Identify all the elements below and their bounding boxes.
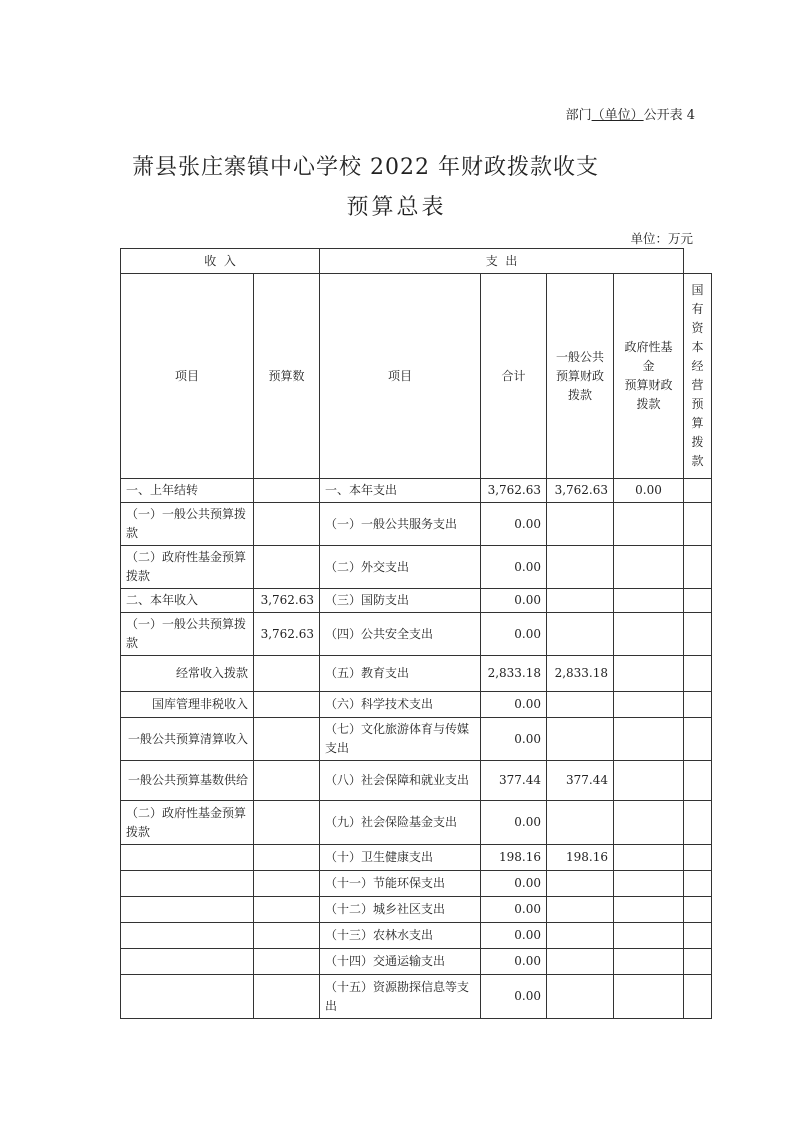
income-value-cell: 3,762.63 — [254, 613, 320, 656]
table-row — [121, 923, 712, 949]
total-cell: 0.00 — [481, 613, 547, 656]
general-budget-cell — [547, 801, 614, 845]
table-row — [121, 975, 712, 1019]
total-cell: 198.16 — [481, 845, 547, 871]
state-capital-cell — [684, 503, 712, 546]
col-fund-budget: 政府性基金 预算财政 拨款 — [614, 274, 684, 479]
state-capital-cell — [684, 801, 712, 845]
income-item-cell: （一）一般公共预算拨款 — [121, 613, 254, 656]
total-cell: 0.00 — [481, 801, 547, 845]
expense-item-cell: （八）社会保障和就业支出 — [320, 761, 481, 801]
total-cell: 0.00 — [481, 718, 547, 761]
fund-budget-cell — [614, 761, 684, 801]
doc-number-unit: （单位） — [591, 108, 644, 123]
budget-table — [120, 248, 712, 1019]
state-capital-cell — [684, 845, 712, 871]
table-row — [121, 897, 712, 923]
total-cell: 0.00 — [481, 692, 547, 718]
state-capital-cell — [684, 613, 712, 656]
expense-item-cell: （四）公共安全支出 — [320, 613, 481, 656]
table-row — [121, 613, 712, 656]
fund-budget-cell — [614, 897, 684, 923]
general-budget-cell — [547, 975, 614, 1019]
general-budget-cell — [547, 589, 614, 613]
income-item-cell: 经常收入拨款 — [121, 656, 254, 692]
income-item-cell — [121, 949, 254, 975]
fund-budget-cell — [614, 656, 684, 692]
table-row — [121, 546, 712, 589]
col-total: 合计 — [481, 274, 547, 479]
income-item-cell — [121, 923, 254, 949]
total-cell: 0.00 — [481, 949, 547, 975]
income-item-cell: （一）一般公共预算拨款 — [121, 503, 254, 546]
income-value-cell — [254, 871, 320, 897]
fund-budget-cell — [614, 692, 684, 718]
page-title-line1: 萧县张庄寨镇中心学校 2022 年财政拨款收支 — [132, 155, 599, 180]
general-budget-cell — [547, 718, 614, 761]
income-item-cell: 一、上年结转 — [121, 479, 254, 503]
state-capital-cell — [684, 589, 712, 613]
income-value-cell — [254, 801, 320, 845]
general-budget-cell — [547, 949, 614, 975]
expense-header: 支 出 — [320, 249, 684, 274]
income-value-cell — [254, 692, 320, 718]
table-row — [121, 801, 712, 845]
table-row — [121, 503, 712, 546]
expense-item-cell: （十五）资源勘探信息等支出 — [320, 975, 481, 1019]
income-item-cell: 二、本年收入 — [121, 589, 254, 613]
income-item-cell — [121, 845, 254, 871]
total-cell: 0.00 — [481, 975, 547, 1019]
header-edge-cell — [684, 249, 712, 274]
general-budget-cell: 377.44 — [547, 761, 614, 801]
state-capital-cell — [684, 718, 712, 761]
fund-budget-cell — [614, 503, 684, 546]
unit-label: 单位：万元 — [630, 231, 693, 246]
state-capital-cell — [684, 479, 712, 503]
table-row — [121, 761, 712, 801]
fund-budget-cell — [614, 613, 684, 656]
income-header: 收 入 — [121, 249, 320, 274]
expense-item-cell: （十四）交通运输支出 — [320, 949, 481, 975]
table-row — [121, 692, 712, 718]
table-column-header-row — [121, 274, 712, 479]
table-body — [121, 479, 712, 1019]
income-value-cell — [254, 546, 320, 589]
total-cell: 2,833.18 — [481, 656, 547, 692]
doc-number-suffix: 公开表 4 — [643, 108, 695, 123]
page-title-line2: 预算总表 — [346, 195, 447, 220]
table-row — [121, 718, 712, 761]
income-value-cell — [254, 718, 320, 761]
general-budget-cell — [547, 923, 614, 949]
fund-budget-cell — [614, 589, 684, 613]
fund-budget-cell — [614, 949, 684, 975]
total-cell: 0.00 — [481, 589, 547, 613]
income-value-cell — [254, 761, 320, 801]
state-capital-cell — [684, 692, 712, 718]
table-row — [121, 479, 712, 503]
state-capital-cell — [684, 949, 712, 975]
fund-budget-cell — [614, 718, 684, 761]
table-row — [121, 589, 712, 613]
general-budget-cell: 2,833.18 — [547, 656, 614, 692]
document-number — [520, 104, 695, 123]
fund-budget-cell — [614, 546, 684, 589]
income-value-cell — [254, 897, 320, 923]
expense-item-cell: （十二）城乡社区支出 — [320, 897, 481, 923]
income-item-cell — [121, 871, 254, 897]
general-budget-cell — [547, 871, 614, 897]
general-budget-cell — [547, 503, 614, 546]
income-value-cell — [254, 656, 320, 692]
state-capital-cell — [684, 975, 712, 1019]
income-value-cell — [254, 479, 320, 503]
fund-budget-cell: 0.00 — [614, 479, 684, 503]
fund-budget-cell — [614, 871, 684, 897]
general-budget-cell — [547, 613, 614, 656]
income-value-cell — [254, 845, 320, 871]
total-cell: 3,762.63 — [481, 479, 547, 503]
total-cell: 0.00 — [481, 923, 547, 949]
income-value-cell — [254, 503, 320, 546]
general-budget-cell — [547, 546, 614, 589]
col-income-budget: 预算数 — [254, 274, 320, 479]
col-expense-item: 项目 — [320, 274, 481, 479]
expense-item-cell: （九）社会保险基金支出 — [320, 801, 481, 845]
expense-item-cell: （十三）农林水支出 — [320, 923, 481, 949]
fund-budget-cell — [614, 801, 684, 845]
general-budget-cell — [547, 897, 614, 923]
expense-item-cell: （十）卫生健康支出 — [320, 845, 481, 871]
expense-item-cell: （五）教育支出 — [320, 656, 481, 692]
state-capital-cell — [684, 761, 712, 801]
expense-item-cell: （三）国防支出 — [320, 589, 481, 613]
col-general-budget: 一般公共 预算财政 拨款 — [547, 274, 614, 479]
col-state-capital: 国 有 资 本 经 营 预 算 拨 款 — [684, 274, 712, 479]
income-item-cell: 一般公共预算清算收入 — [121, 718, 254, 761]
general-budget-cell: 198.16 — [547, 845, 614, 871]
income-value-cell — [254, 975, 320, 1019]
table-row — [121, 871, 712, 897]
expense-item-cell: （十一）节能环保支出 — [320, 871, 481, 897]
total-cell: 0.00 — [481, 546, 547, 589]
fund-budget-cell — [614, 975, 684, 1019]
income-item-cell: 一般公共预算基数供给 — [121, 761, 254, 801]
income-value-cell: 3,762.63 — [254, 589, 320, 613]
total-cell: 0.00 — [481, 871, 547, 897]
table-row — [121, 656, 712, 692]
total-cell: 0.00 — [481, 897, 547, 923]
table-row — [121, 845, 712, 871]
col-income-item: 项目 — [121, 274, 254, 479]
total-cell: 0.00 — [481, 503, 547, 546]
income-item-cell — [121, 975, 254, 1019]
general-budget-cell — [547, 692, 614, 718]
state-capital-cell — [684, 656, 712, 692]
fund-budget-cell — [614, 845, 684, 871]
income-item-cell: （二）政府性基金预算拨款 — [121, 801, 254, 845]
general-budget-cell: 3,762.63 — [547, 479, 614, 503]
expense-item-cell: （七）文化旅游体育与传媒支出 — [320, 718, 481, 761]
expense-item-cell: （二）外交支出 — [320, 546, 481, 589]
doc-number-prefix: 部门 — [565, 108, 592, 123]
income-value-cell — [254, 923, 320, 949]
table-row — [121, 949, 712, 975]
state-capital-cell — [684, 546, 712, 589]
income-item-cell: 国库管理非税收入 — [121, 692, 254, 718]
expense-item-cell: 一、本年支出 — [320, 479, 481, 503]
state-capital-cell — [684, 871, 712, 897]
income-value-cell — [254, 949, 320, 975]
income-item-cell — [121, 897, 254, 923]
table-header-group-row — [121, 249, 712, 274]
expense-item-cell: （六）科学技术支出 — [320, 692, 481, 718]
expense-item-cell: （一）一般公共服务支出 — [320, 503, 481, 546]
state-capital-cell — [684, 923, 712, 949]
total-cell: 377.44 — [481, 761, 547, 801]
fund-budget-cell — [614, 923, 684, 949]
state-capital-cell — [684, 897, 712, 923]
income-item-cell: （二）政府性基金预算拨款 — [121, 546, 254, 589]
